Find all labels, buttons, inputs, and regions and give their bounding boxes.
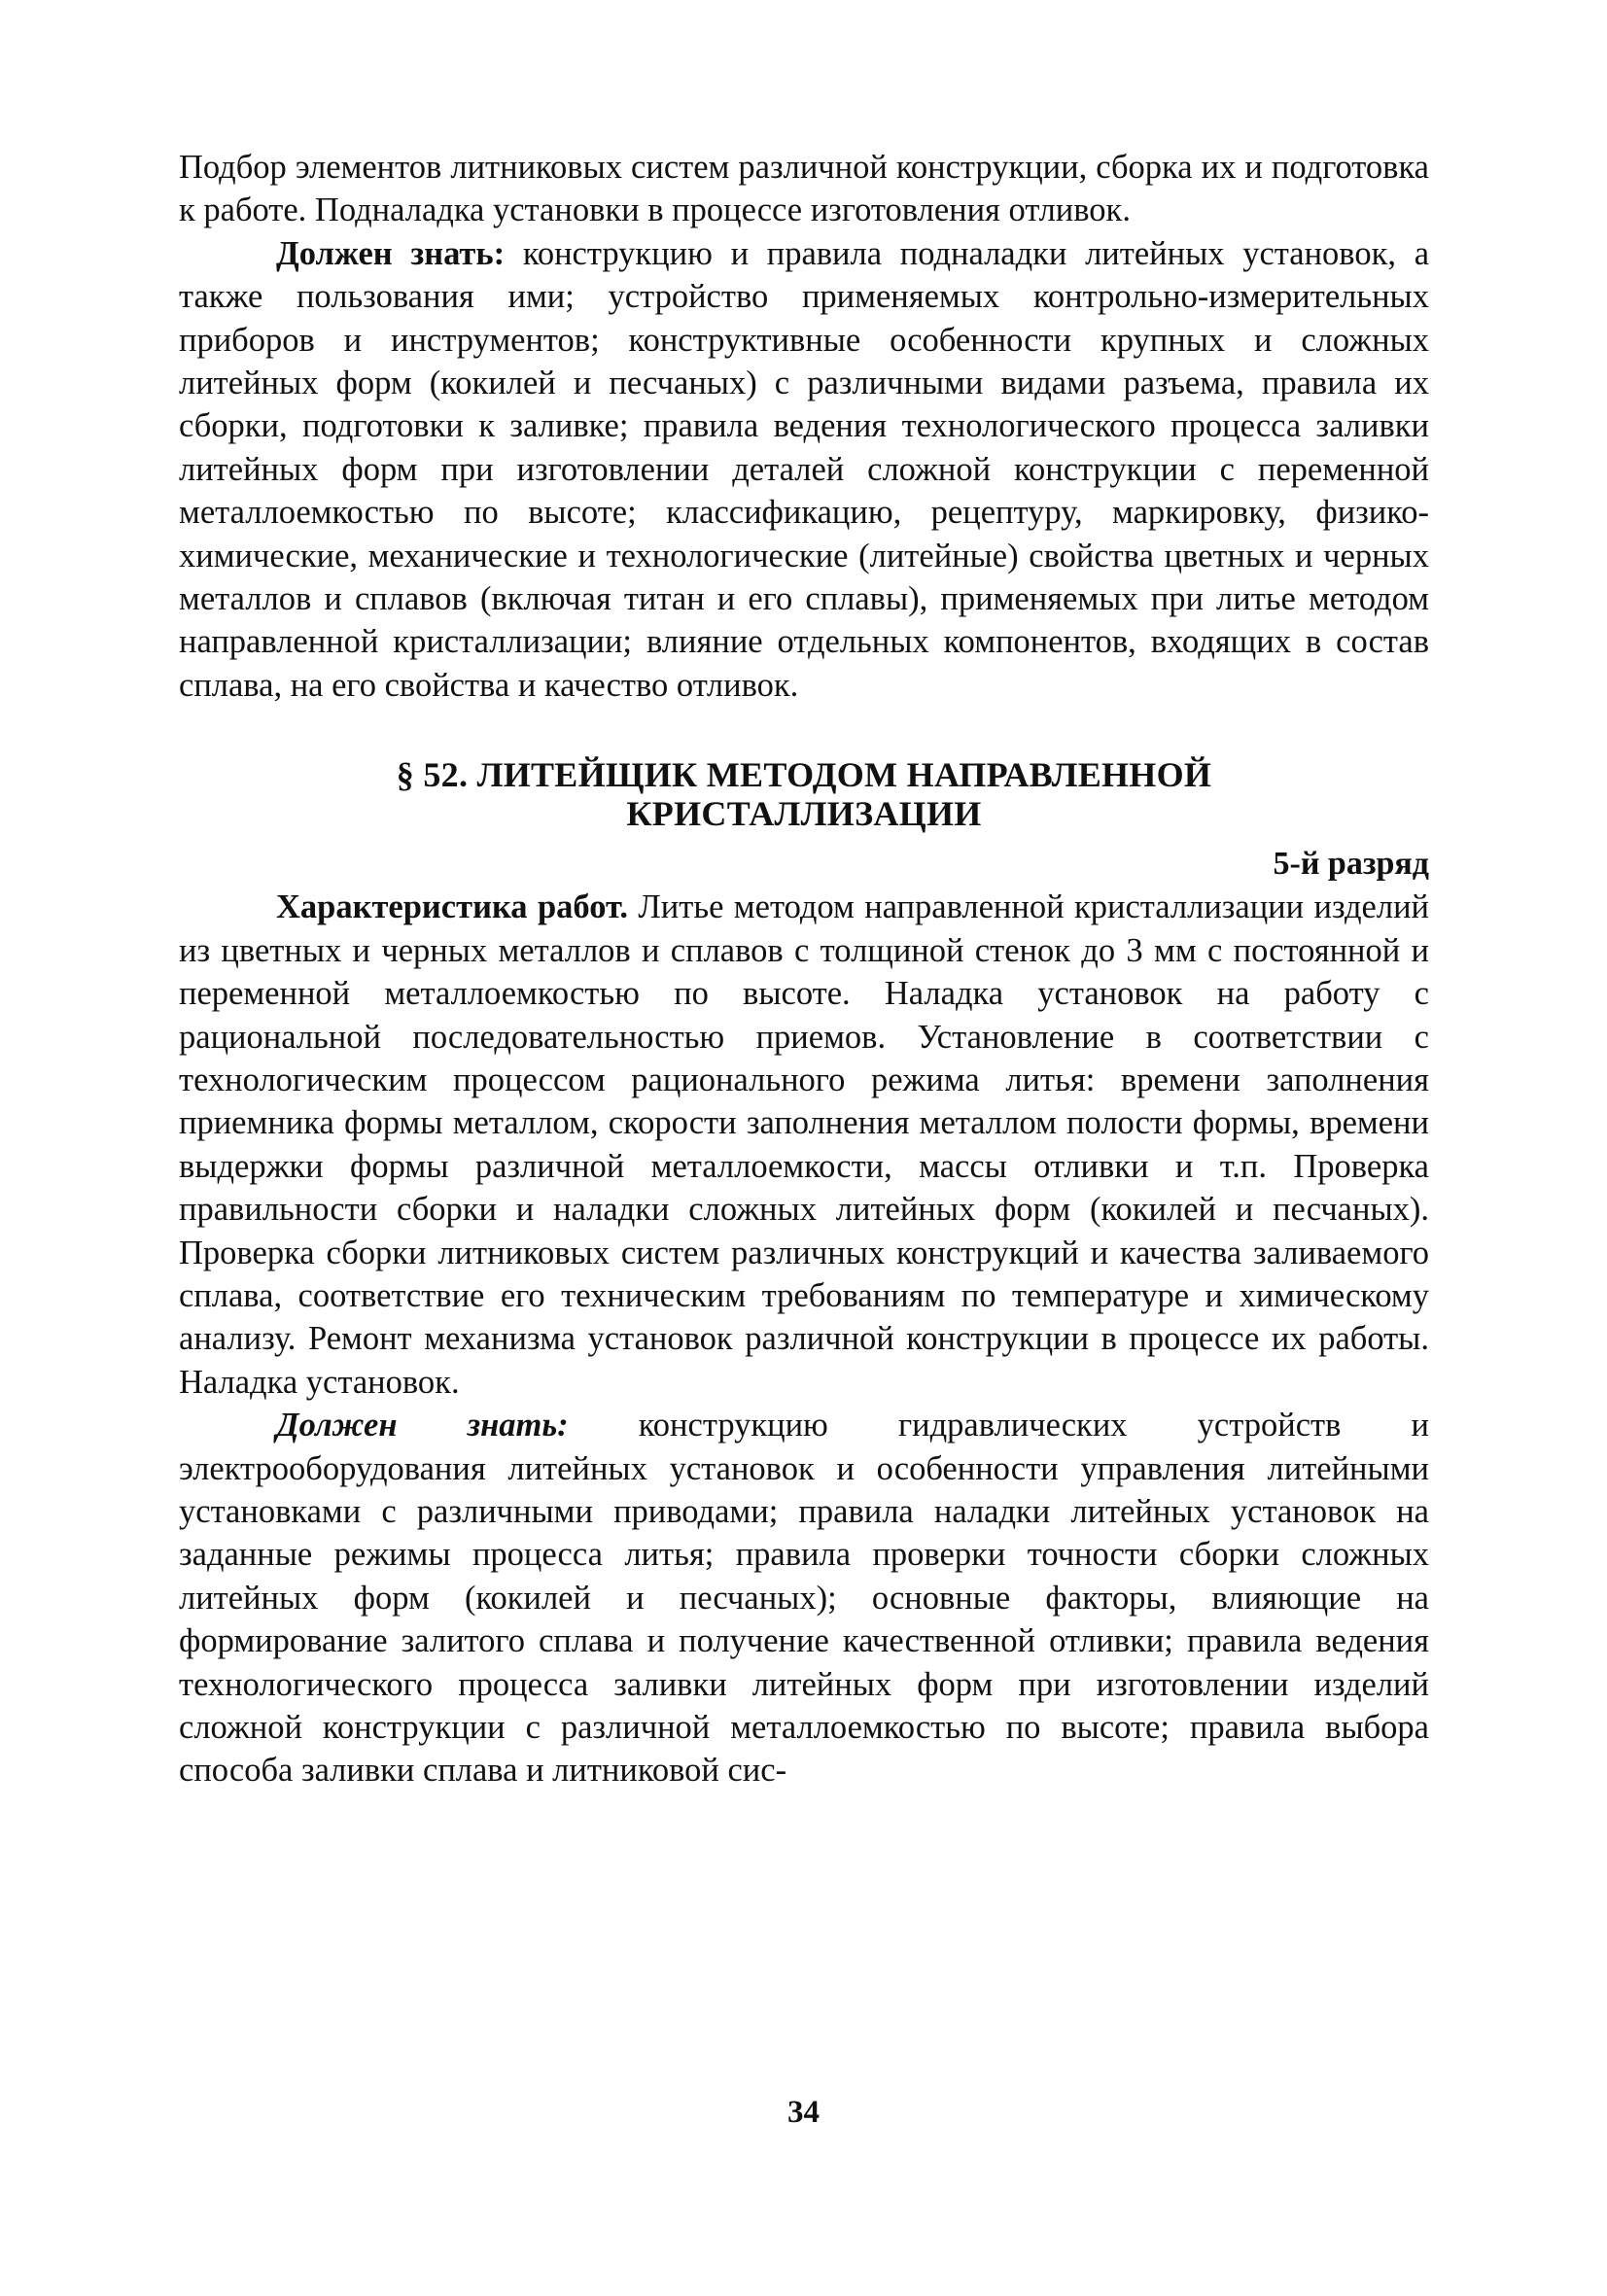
grade-label: 5-й разряд: [1273, 846, 1429, 883]
knowledge-lead-2: Должен знать:: [276, 1407, 569, 1444]
knowledge-paragraph-1: [179, 232, 1429, 707]
page-content: [179, 146, 1429, 1792]
intro-paragraph: Подбор элементов литниковых систем различной конструкции, сборка их и подготовка к работе. Подналадка установки в процессе изготовления отливок.: [179, 149, 1429, 229]
section-title-line-2: КРИСТАЛЛИЗАЦИИ: [626, 794, 982, 834]
knowledge-paragraph-2: [179, 1404, 1429, 1792]
section-heading: [179, 755, 1429, 833]
knowledge-text-1: конструкцию и правила подналадки литейных установок, а также пользования ими; устройство применяемых контрольно-измерительных приборов и инструментов; конструктивные особенности крупных и сложных литейных форм (кокилей и песчаных) с различными видами разъема, правила их сборки, подготовки к заливке; правила ведения технологического процесса заливки литейных форм при изготовлении деталей сложной конструкции с переменной металлоемкостью по высоте; классификацию, рецептуру, маркировку, физико-химические, механические и технологические (литейные) свойства цветных и черных металлов и сплавов (включая титан и его сплавы), применяемых при литье методом направленной кристаллизации; влияние отдельных компонентов, входящих в состав сплава, на его свойства и качество отливок.: [179, 234, 1430, 704]
characteristics-lead: Характеристика работ.: [276, 888, 628, 926]
page-number: 34: [787, 2095, 820, 2130]
knowledge-text-2: конструкцию гидравлических устройств и электрооборудования литейных установок и особенности управления литейными установками с различными приводами; правила наладки литейных установок на заданные режимы процесса литья; правила проверки точности сборки сложных литейных форм (кокилей и песчаных); основные факторы, влияющие на формирование залитого сплава и получение качественной отливки; правила ведения технологического процесса заливки литейных форм при изготовлении изделий сложной конструкции с различной металлоемкостью по высоте; правила выбора способа заливки сплава и литниковой сис-: [179, 1407, 1429, 1790]
characteristics-text: Литье методом направленной кристаллизации изделий из цветных и черных металлов и сплавов с толщиной стенок до 3 мм с постоянной и переменной металлоемкостью по высоте. Наладка установок на работу с рациональной последовательностью приемов. Установление в соответствии с технологическим процессом рационального режима литья: времени заполнения приемника формы металлом, скорости заполнения металлом полости формы, времени выдержки формы различной металлоемкости, массы отливки и т.п. Проверка правильности сборки и наладки сложных литейных форм (кокилей и песчаных). Проверка сборки литниковых систем различных конструкций и качества заливаемого сплава, соответствие его техническим требованиям по температуре и химическому анализу. Ремонт механизма установок различной конструкции в процессе их работы. Наладка установок.: [179, 888, 1430, 1401]
characteristics-paragraph: [179, 886, 1429, 1404]
knowledge-lead-1: Должен знать:: [276, 234, 506, 272]
section-title-line-1: § 52. ЛИТЕЙЩИК МЕТОДОМ НАПРАВЛЕННОЙ: [396, 755, 1212, 795]
